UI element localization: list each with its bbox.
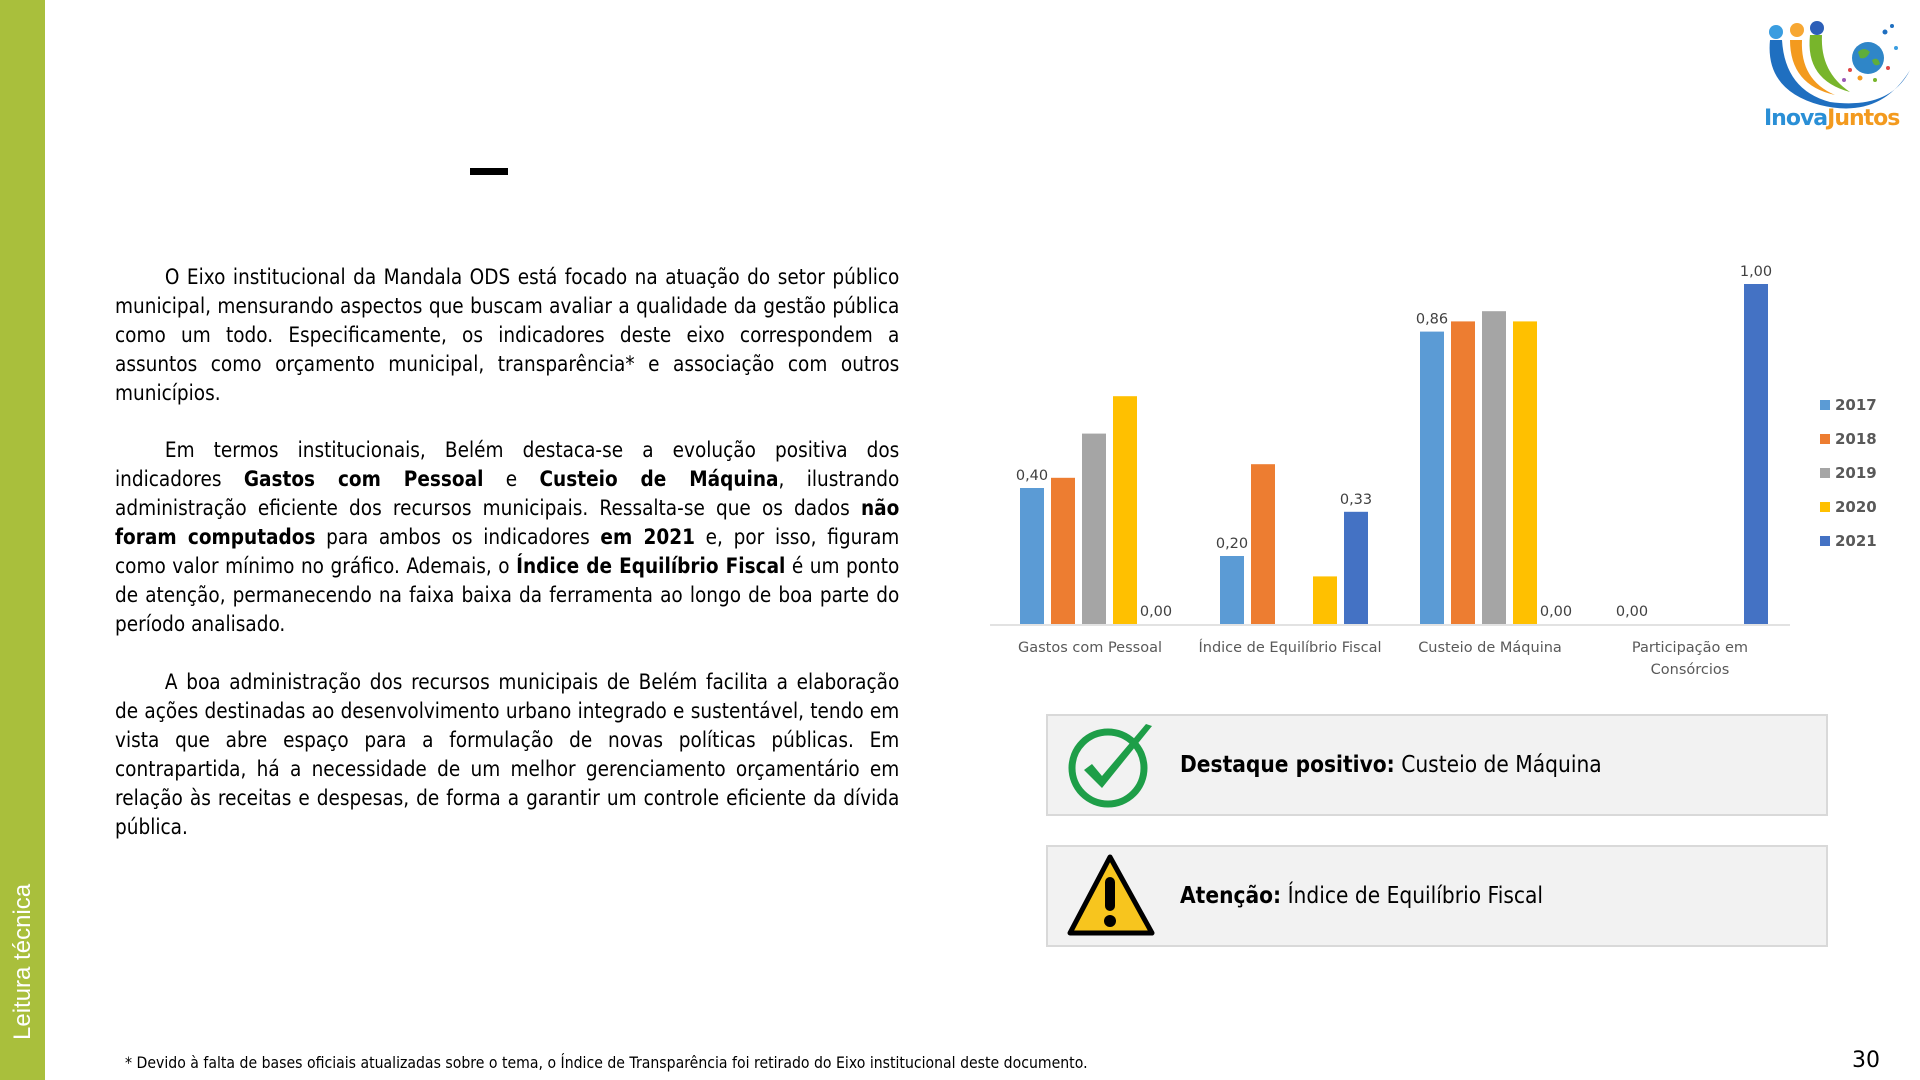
data-label: 0,86 xyxy=(1415,311,1449,328)
legend-label: 2021 xyxy=(1835,532,1877,550)
logo-globe xyxy=(1852,42,1884,74)
bar-2017-cat2 xyxy=(1420,332,1444,624)
bar-2021-cat3 xyxy=(1744,284,1768,624)
legend-swatch-2021 xyxy=(1820,536,1830,546)
bar-2017-cat0 xyxy=(1020,488,1044,624)
data-label: 0,33 xyxy=(1339,491,1373,508)
bar-2019-cat2 xyxy=(1482,311,1506,624)
text-run: e, por isso, figuram como valor mínimo no gráfico. Ademais, o xyxy=(115,525,900,579)
text-run: Em termos institucionais, Belém destaca-se a evolução positiva dos indicadores xyxy=(115,438,900,492)
paragraph-3 xyxy=(115,668,899,842)
bar-2019-cat0 xyxy=(1082,434,1106,624)
data-label: 0,00 xyxy=(1139,604,1173,620)
sidebar-band xyxy=(0,0,45,1080)
bold-phrase: não foram computados xyxy=(115,496,900,550)
paragraph-1 xyxy=(115,263,899,408)
bold-phrase: Índice de Equilíbrio Fiscal xyxy=(516,554,786,579)
bar-2020-cat1 xyxy=(1313,576,1337,624)
x-tick-label: Participação em xyxy=(1631,640,1749,656)
bar-2020-cat0 xyxy=(1113,396,1137,624)
attention-text: Atenção: Índice de Equilíbrio Fiscal xyxy=(1180,883,1544,909)
x-tick-label: Custeio de Máquina xyxy=(1418,640,1562,656)
logo-wordmark: InovaJuntos xyxy=(1764,106,1900,131)
title-dash xyxy=(470,168,508,175)
sidebar-section-label xyxy=(0,800,45,1040)
warning-triangle-icon xyxy=(1066,853,1158,941)
x-tick-label: Consórcios xyxy=(1650,662,1730,678)
footnote: * Devido à falta de bases oficiais atualizadas sobre o tema, o Índice de Transparência foi retirado do Eixo institucional deste documento. xyxy=(125,1053,1088,1072)
data-label: 0,00 xyxy=(1539,604,1573,620)
bold-phrase: Custeio de Máquina xyxy=(539,467,779,492)
bar-2017-cat1 xyxy=(1220,556,1244,624)
text-run: O Eixo institucional da Mandala ODS está focado na atuação do setor público municipal, mensurando aspectos que buscam avaliar a qualidade da gestão pública como um todo. Especificamente, os indicadores deste eixo correspondem a assuntos como orçamento municipal, transparência* e associação com outros municípios. xyxy=(115,265,900,406)
text-run: e xyxy=(483,467,540,492)
legend-swatch-2018 xyxy=(1820,434,1830,444)
legend-label: 2019 xyxy=(1835,464,1877,482)
legend-swatch-2019 xyxy=(1820,468,1830,478)
legend-label: 2017 xyxy=(1835,396,1877,414)
data-label: 0,00 xyxy=(1615,604,1649,620)
bar-2021-cat1 xyxy=(1344,512,1368,624)
text-run: , ilustrando administração eficiente dos recursos municipais. Ressalta-se que os dados xyxy=(115,467,900,521)
bar-chart xyxy=(990,255,1890,695)
positive-highlight-text: Destaque positivo: Custeio de Máquina xyxy=(1180,752,1602,778)
sidebar-label-text: Leitura técnica xyxy=(8,883,36,1040)
x-tick-label: Índice de Equilíbrio Fiscal xyxy=(1198,640,1382,656)
logo-head-orange xyxy=(1790,23,1804,37)
text-run: A boa administração dos recursos municipais de Belém facilita a elaboração de ações destinadas ao desenvolvimento urbano integrado e sustentável, tendo em vista que abre espaço para a formulação de novas políticas públicas. Em contrapartida, há a necessidade de um melhor gerenciamento orçamentário em relação às receitas e despesas, de forma a garantir um controle eficiente da dívida pública. xyxy=(115,670,900,840)
paragraph-2 xyxy=(115,436,899,639)
text-run: para ambos os indicadores xyxy=(315,525,601,550)
legend-label: 2018 xyxy=(1835,430,1877,448)
data-label: 1,00 xyxy=(1739,264,1773,280)
bold-phrase: Gastos com Pessoal xyxy=(243,467,484,492)
legend-swatch-2020 xyxy=(1820,502,1830,512)
bar-2018-cat1 xyxy=(1251,464,1275,624)
bold-phrase: em 2021 xyxy=(600,525,695,550)
logo-head-navy xyxy=(1810,21,1824,35)
logo-head-blue xyxy=(1769,25,1783,39)
attention-box xyxy=(1046,845,1828,947)
bar-2020-cat2 xyxy=(1513,321,1537,624)
x-tick-label: Gastos com Pessoal xyxy=(1017,640,1163,656)
legend-label: 2020 xyxy=(1835,498,1877,516)
data-label: 0,40 xyxy=(1015,468,1049,484)
text-run: é um ponto de atenção, permanecendo na faixa baixa da ferramenta ao longo de boa parte do período analisado. xyxy=(115,554,900,637)
bar-2018-cat2 xyxy=(1451,321,1475,624)
page-number: 30 xyxy=(1852,1048,1880,1073)
positive-highlight-box xyxy=(1046,714,1828,816)
data-label: 0,20 xyxy=(1215,536,1249,552)
check-circle-icon xyxy=(1066,722,1158,810)
legend-swatch-2017 xyxy=(1820,400,1830,410)
bar-2018-cat0 xyxy=(1051,478,1075,624)
